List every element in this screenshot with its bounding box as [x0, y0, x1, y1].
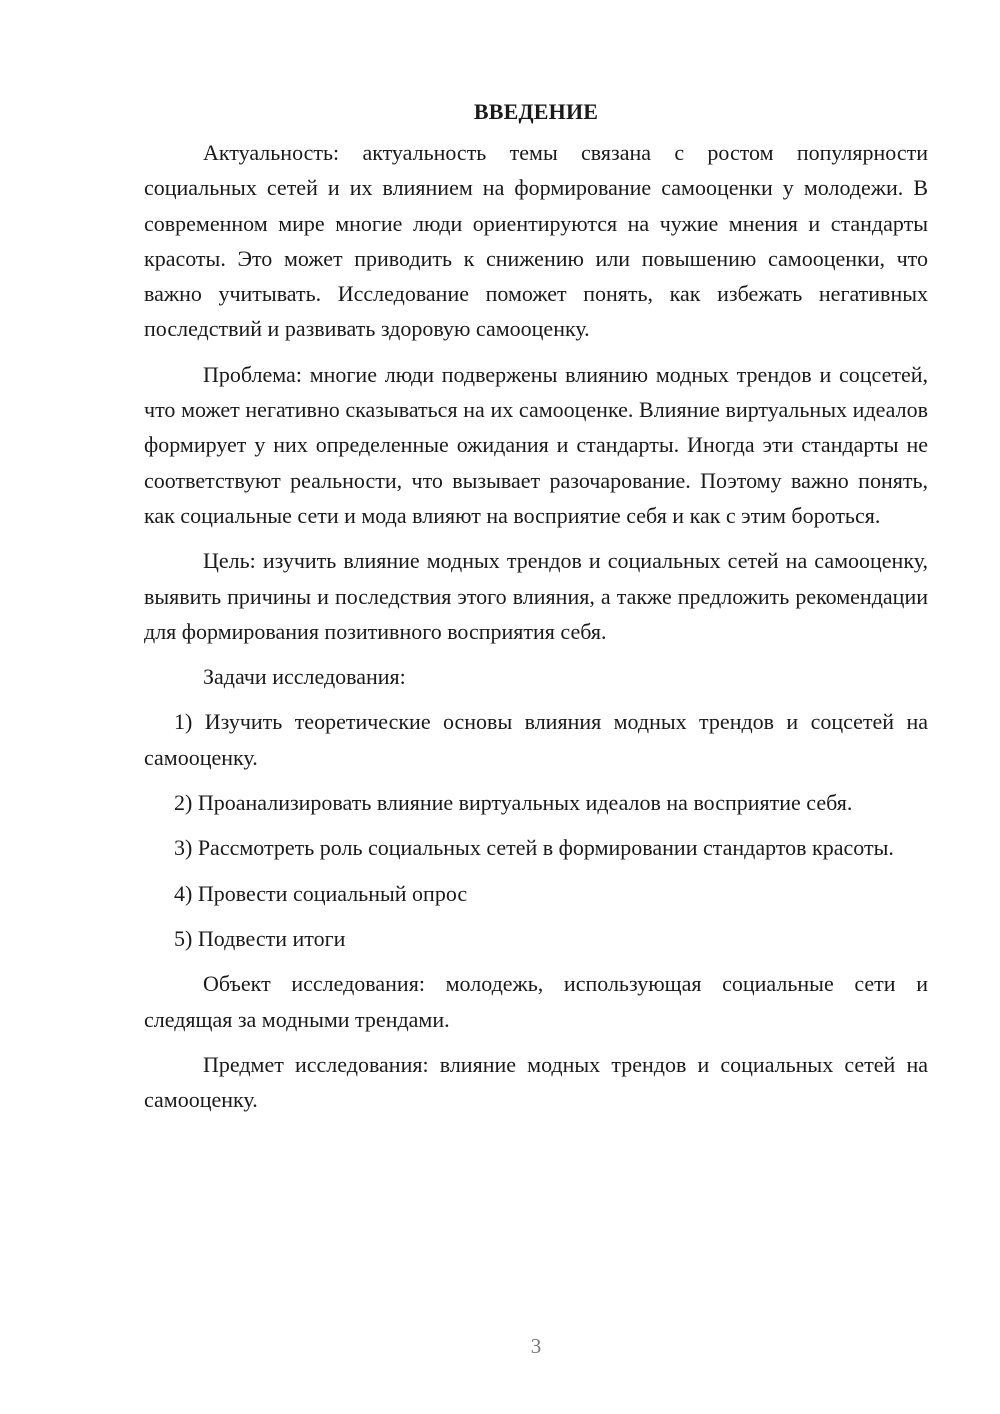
- task-item-3: 3) Рассмотреть роль социальных сетей в формировании стандартов красоты.: [174, 835, 894, 861]
- tasks-heading: Задачи исследования:: [203, 664, 406, 690]
- relevance-paragraph: Актуальность: актуальность темы связана с ростом популярности социальных сетей и их влиянием на формирование самооценки у молодежи. В современном мире многие люди ориентируются на чужие мнения и стандарты красоты. Это может приводить к снижению или повышению самооценки, что важно учитывать. Исследование поможет понять, как избежать негативных последствий и развивать здоровую самооценку.: [144, 140, 928, 342]
- document-page: [144, 94, 928, 1127]
- goal-paragraph: Цель: изучить влияние модных трендов и социальных сетей на самооценку, выявить причины и последствия этого влияния, а также предложить рекомендации для формирования позитивного восприятия себя.: [144, 548, 928, 644]
- task-item-2: 2) Проанализировать влияние виртуальных идеалов на восприятие себя.: [174, 790, 853, 816]
- problem-paragraph: Проблема: многие люди подвержены влиянию модных трендов и соцсетей, что может негативно сказываться на их самооценке. Влияние виртуальных идеалов формирует у них определенные ожидания и стандарты. Иногда эти стандарты не соответствуют реальности, что вызывает разочарование. Поэтому важно понять, как социальные сети и мода влияют на восприятие себя и как с этим бороться.: [144, 361, 928, 528]
- page-number: 3: [530, 1334, 542, 1358]
- section-title: ВВЕДЕНИЕ: [473, 99, 599, 124]
- research-subject-paragraph: Предмет исследования: влияние модных трендов и социальных сетей на самооценку.: [144, 1051, 928, 1113]
- task-item-4: 4) Провести социальный опрос: [174, 880, 468, 906]
- task-item-1: 1) Изучить теоретические основы влияния модных трендов и соцсетей на самооценку.: [144, 709, 928, 770]
- task-item-5: 5) Подвести итоги: [174, 925, 346, 951]
- research-object-paragraph: Объект исследования: молодежь, использующая социальные сети и следящая за модными трендами.: [144, 971, 928, 1032]
